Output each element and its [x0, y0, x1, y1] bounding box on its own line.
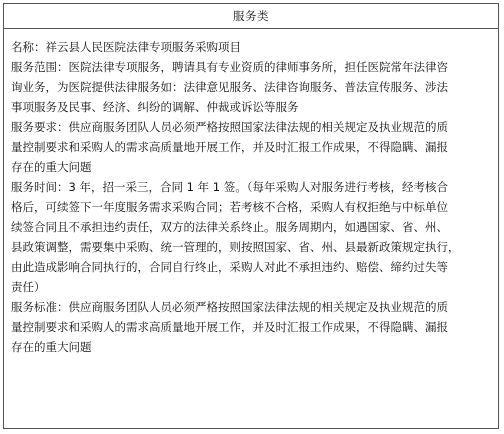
scope-line-1: 服务范围：医院法律专项服务，聘请具有专业资质的律师事务所，担任医院常年法律咨 [11, 60, 448, 74]
scope-line-3: 事项服务及民事、经济、纠纷的调解、仲裁或诉讼等服务 [11, 100, 299, 114]
requirement-line-1: 服务要求：供应商服务团队人员必须严格按照国家法律法规的相关规定及执业规范的质 [11, 120, 448, 134]
requirement-line-3: 存在的重大问题 [11, 160, 92, 174]
table-body [4, 29, 498, 357]
period-line-1: 服务时间：3 年，招一采三，合同 1 年 1 签。（每年采购人对服务进行考核，经考核合 [11, 180, 448, 194]
standard-line-2: 量控制要求和采购人的需求高质量地开展工作，并及时汇报工作成果，不得隐瞒、漏报 [11, 320, 448, 334]
period-line-6: 责任） [11, 280, 46, 294]
standard-line-3: 存在的重大问题 [11, 340, 92, 354]
scope-line-2: 询业务，为医院提供法律服务如：法律意见服务、法律咨询服务、普法宣传服务、涉法 [11, 80, 448, 94]
period-line-5: 由此造成影响合同执行的，合同自行终止，采购人对此不承担违约、赔偿、缔约过失等 [11, 260, 448, 274]
period-line-3: 续签合同且不承担违约责任，双方的法律关系终止。服务周期内，如遇国家、省、州、 [11, 220, 448, 234]
standard-line-1: 服务标准：供应商服务团队人员必须严格按照国家法律法规的相关规定及执业规范的质 [11, 300, 448, 314]
period-line-4: 县政策调整，需要集中采购、统一管理的，则按照国家、省、州、县最新政策规定执行， [11, 240, 460, 254]
name-line: 名称：祥云县人民医院法律专项服务采购项目 [11, 40, 241, 54]
table-header: 服务类 [4, 4, 498, 29]
service-table [3, 3, 499, 429]
period-line-2: 格后，可续签下一年度服务需求采购合同；若考核不合格，采购人有权拒绝与中标单位 [11, 200, 448, 214]
requirement-line-2: 量控制要求和采购人的需求高质量地开展工作，并及时汇报工作成果，不得隐瞒、漏报 [11, 140, 448, 154]
